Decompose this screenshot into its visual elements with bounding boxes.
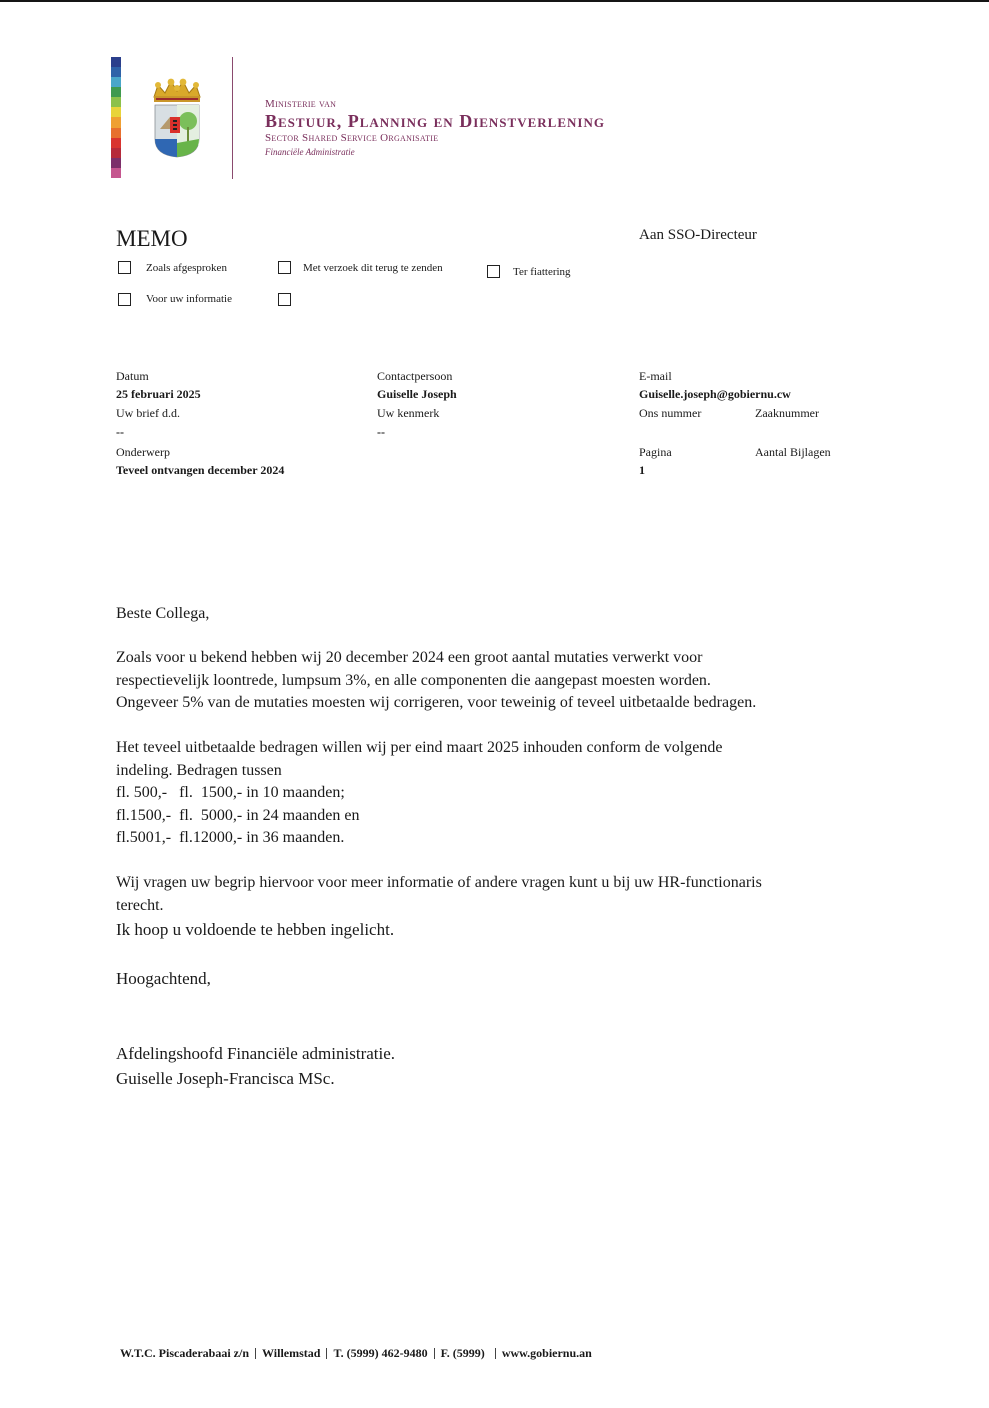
bijlagen-label: Aantal Bijlagen [755,445,831,459]
signature-title: Afdelingshoofd Financiële administratie. [116,1044,396,1063]
paragraph-3 [116,872,762,917]
onderwerp-value: Teveel ontvangen december 2024 [116,463,285,477]
checkbox-unlabeled[interactable] [278,293,291,306]
ministry-line: Ministerie van [265,98,337,110]
stripe-segment [111,138,121,148]
paragraph-1 [116,647,756,715]
checkbox-met-verzoek-terug[interactable] [278,261,291,274]
email-label: E-mail [639,369,672,383]
datum-value: 25 februari 2025 [116,387,201,401]
signature-name: Guiselle Joseph-Francisca MSc. [116,1069,335,1088]
contact-value: Guiselle Joseph [377,387,457,401]
ons-nummer-label: Ons nummer [639,406,702,420]
onderwerp-label: Onderwerp [116,445,170,459]
uw-brief-value: -- [116,425,124,439]
ministry-name: Bestuur, Planning en Dienstverlening [265,111,605,131]
footer-separator [434,1348,435,1359]
uw-brief-label: Uw brief d.d. [116,406,180,420]
amount-range-line: fl.5001,- fl.12000,- in 36 maanden. [116,829,345,846]
paragraph-line: Ongeveer 5% van de mutaties moesten wij corrigeren, voor teweinig of teveel uitbetaalde bedragen. [116,694,757,711]
stripe-segment [111,77,121,87]
footer-fax: F. (5999) [440,1346,485,1360]
datum-label: Datum [116,369,149,383]
greeting: Beste Collega, [116,605,210,622]
paragraph-line: Het teveel uitbetaalde bedragen willen wij per eind maart 2025 inhouden conform de volgende [116,739,723,756]
pagina-label: Pagina [639,445,672,459]
zaaknummer-label: Zaaknummer [755,406,819,420]
footer-separator [495,1348,496,1359]
paragraph-line: terecht. [116,896,164,914]
footer-address: W.T.C. Piscaderabaai z/n [120,1346,250,1360]
checkbox-label: Zoals afgesproken [146,262,227,274]
footer-contact [120,1346,592,1360]
checkbox-label: Ter fiattering [513,266,571,278]
checkbox-zoals-afgesproken[interactable] [118,261,131,274]
email-value[interactable]: Guiselle.joseph@gobiernu.cw [639,387,791,401]
paragraph-line: Wij vragen uw begrip hiervoor voor meer informatie of andere vragen kunt u bij uw HR-functionaris [116,874,762,891]
department-name: Financiële Administratie [265,147,355,157]
stripe-segment [111,148,121,158]
stripe-segment [111,97,121,107]
paragraph-line: Zoals voor u bekend hebben wij 20 december 2024 een groot aantal mutaties verwerkt voor [116,649,703,666]
shield-icon [155,105,199,157]
addressee: Aan SSO-Directeur [639,227,757,243]
footer-phone: T. (5999) 462-9480 [333,1346,428,1360]
contact-label: Contactpersoon [377,369,453,383]
footer-website[interactable]: www.gobiernu.an [501,1346,592,1360]
stripe-segment [111,67,121,77]
crown-icon [154,79,200,102]
stripe-segment [111,117,121,127]
sign-off: Hoogachtend, [116,969,211,988]
stripe-segment [111,128,121,138]
memo-title: MEMO [116,226,188,251]
checkbox-voor-uw-informatie[interactable] [118,293,131,306]
checkbox-ter-fiattering[interactable] [487,265,500,278]
paragraph-line: indeling. Bedragen tussen [116,761,282,779]
uw-kenmerk-value: -- [377,425,385,439]
footer-city: Willemstad [262,1346,321,1360]
stripe-segment [111,168,121,178]
uw-kenmerk-label: Uw kenmerk [377,406,440,420]
stripe-segment [111,87,121,97]
checkbox-label: Met verzoek dit terug te zenden [303,262,443,274]
footer-separator [255,1348,256,1359]
footer-separator [326,1348,327,1359]
amount-range-line: fl. 500,- fl. 1500,- in 10 maanden; [116,784,345,801]
coat-of-arms-icon [150,77,204,159]
top-border [0,0,989,2]
stripe-segment [111,158,121,168]
stripe-segment [111,107,121,117]
closing-line: Ik hoop u voldoende te hebben ingelicht. [116,920,395,939]
amount-range-line: fl.1500,- fl. 5000,- in 24 maanden en [116,806,360,824]
paragraph-line: respectievelijk loontrede, lumpsum 3%, en alle componenten die aangepast moesten worden. [116,671,711,689]
paragraph-2 [116,737,722,850]
pagina-value: 1 [639,463,645,477]
checkbox-label: Voor uw informatie [146,293,232,305]
sector-name: Sector Shared Service Organisatie [265,132,439,144]
stripe-segment [111,57,121,67]
letterhead-divider [232,57,233,179]
color-stripe-logo [111,57,121,178]
